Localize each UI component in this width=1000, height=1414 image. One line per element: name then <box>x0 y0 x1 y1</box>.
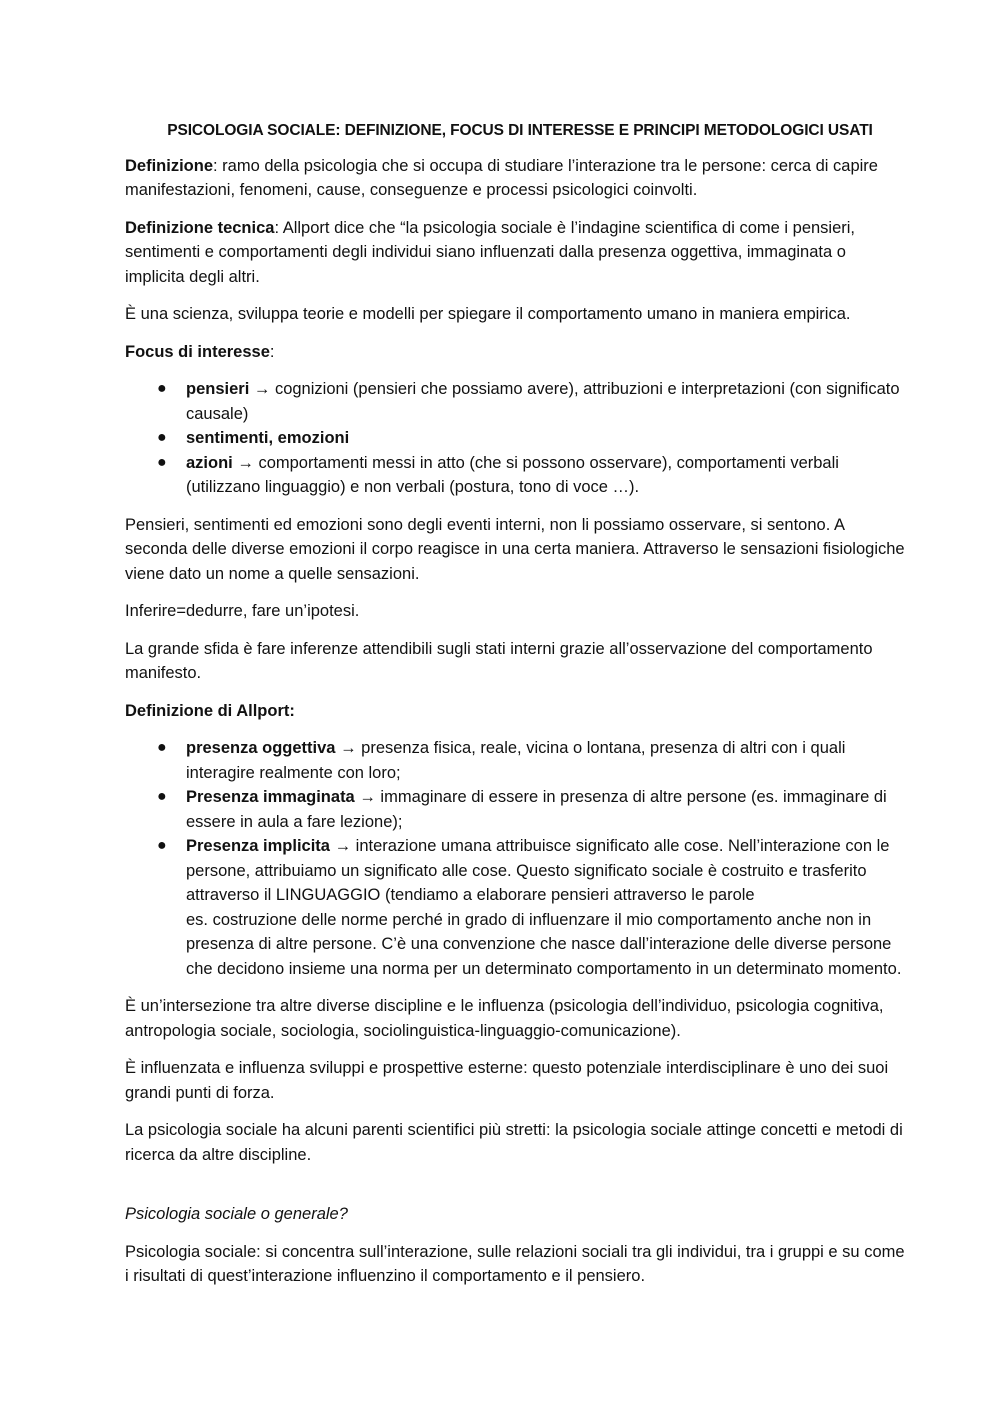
bullet-icon: ● <box>157 429 167 446</box>
bullet-icon: ● <box>157 453 167 471</box>
item-bold: presenza oggettiva <box>186 739 336 757</box>
intersection-paragraph: È un’intersezione tra altre diverse discipline e le influenza (psicologia dell’individuo, psicologia cognitiva, antropologia sociale, sociologia, sociolinguistica-linguaggio-comunicazione). <box>125 997 884 1040</box>
focus-label: Focus di interesse <box>125 342 270 361</box>
allport-heading <box>125 699 905 724</box>
technical-definition-text: : Allport dice che “la psicologia sociale è l’indagine scientifica di come i pensieri, sentimenti e comportamenti degli individui siano influenzati dalla presenza oggettiva, immaginata o implicita degli altri. <box>125 218 856 286</box>
bullet-icon: ● <box>157 739 167 756</box>
item-text: presenza fisica, reale, vicina o lontana, presenza di altri con i quali interagire realmente con loro; <box>186 739 846 782</box>
list-item <box>125 785 905 834</box>
social-psychology-paragraph: Psicologia sociale: si concentra sull’interazione, sulle relazioni sociali tra gli individui, tra i gruppi e su come i risultati di quest’interazione influenzino il comportamento e il pensiero. <box>125 1242 905 1285</box>
item-text: comportamenti messi in atto (che si possono osservare), comportamenti verbali (utilizzano linguaggio) e non verbali (postura, tono di voce …). <box>186 453 839 496</box>
arrow-right-icon: → <box>334 837 352 855</box>
arrow-right-icon: → <box>253 380 271 398</box>
technical-definition-label: Definizione tecnica <box>125 218 275 237</box>
allport-list <box>125 736 905 981</box>
item-text-continued: es. costruzione delle norme perché in grado di influenzare il mio comportamento anche non in presenza di altre persone. C’è una convenzione che nasce dall’interazione delle diverse persone che decidono insieme una norma per un determinato comportamento in un determinato momento. <box>186 910 902 978</box>
bullet-icon: ● <box>157 788 167 805</box>
list-item <box>125 377 905 426</box>
definition-text: : ramo della psicologia che si occupa di studiare l’interazione tra le persone: cerca di capire manifestazioni, fenomeni, cause, conseguenze e processi psicologici coinvolti. <box>125 156 878 199</box>
science-paragraph: È una scienza, sviluppa teorie e modelli per spiegare il comportamento umano in maniera empirica. <box>125 305 851 323</box>
document-title: PSICOLOGIA SOCIALE: DEFINIZIONE, FOCUS DI INTERESSE E PRINCIPI METODOLOGICI USATI <box>167 122 873 139</box>
challenge-paragraph: La grande sfida è fare inferenze attendibili sugli stati interni grazie all’osservazione del comportamento manifesto. <box>125 639 873 682</box>
list-item <box>125 451 905 500</box>
arrow-right-icon: → <box>359 788 376 806</box>
internal-events-paragraph: Pensieri, sentimenti ed emozioni sono degli eventi interni, non li possiamo osservare, si sentono. A seconda delle diverse emozioni il corpo reagisce in una certa maniera. Attraverso le sensazioni fisiologiche viene dato un nome a quelle sensazioni. <box>125 515 905 583</box>
arrow-right-icon: → <box>340 739 357 757</box>
relatives-paragraph: La psicologia sociale ha alcuni parenti scientifici più stretti: la psicologia sociale attinge concetti e metodi di ricerca da altre discipline. <box>125 1121 903 1164</box>
definition-paragraph <box>125 154 905 203</box>
arrow-right-icon: → <box>237 453 254 472</box>
technical-definition-paragraph <box>125 216 905 290</box>
bullet-icon: ● <box>157 380 167 397</box>
list-item <box>125 736 905 785</box>
focus-suffix: : <box>269 342 275 361</box>
definition-label: Definizione <box>125 156 214 175</box>
item-bold: azioni <box>186 453 233 472</box>
focus-list <box>125 377 905 500</box>
item-text: immaginare di essere in presenza di altre persone (es. immaginare di essere in aula a fare lezione); <box>186 788 887 831</box>
list-item <box>125 426 905 451</box>
item-text: interazione umana attribuisce significato alle cose. Nell’interazione con le persone, attribuiamo un significato alle cose. Questo significato sociale è costruito e trasferito attraverso il LINGUAGGIO (tendiamo a elaborare pensieri attraverso le parole <box>186 837 890 904</box>
item-bold: pensieri <box>186 380 250 398</box>
list-item <box>125 834 905 981</box>
bullet-icon: ● <box>157 837 167 854</box>
focus-heading <box>125 340 905 365</box>
item-bold: sentimenti, emozioni <box>186 429 350 447</box>
allport-label: Definizione di Allport: <box>125 701 295 720</box>
influenced-paragraph: È influenzata e influenza sviluppi e prospettive esterne: questo potenziale interdisciplinare è uno dei suoi grandi punti di forza. <box>125 1059 889 1102</box>
section-heading: Psicologia sociale o generale? <box>125 1205 348 1223</box>
item-bold: Presenza implicita <box>186 837 330 855</box>
infer-paragraph: Inferire=dedurre, fare un’ipotesi. <box>125 602 360 620</box>
item-text: cognizioni (pensieri che possiamo avere), attribuzioni e interpretazioni (con significato causale) <box>186 380 900 423</box>
item-bold: Presenza immaginata <box>186 788 355 806</box>
